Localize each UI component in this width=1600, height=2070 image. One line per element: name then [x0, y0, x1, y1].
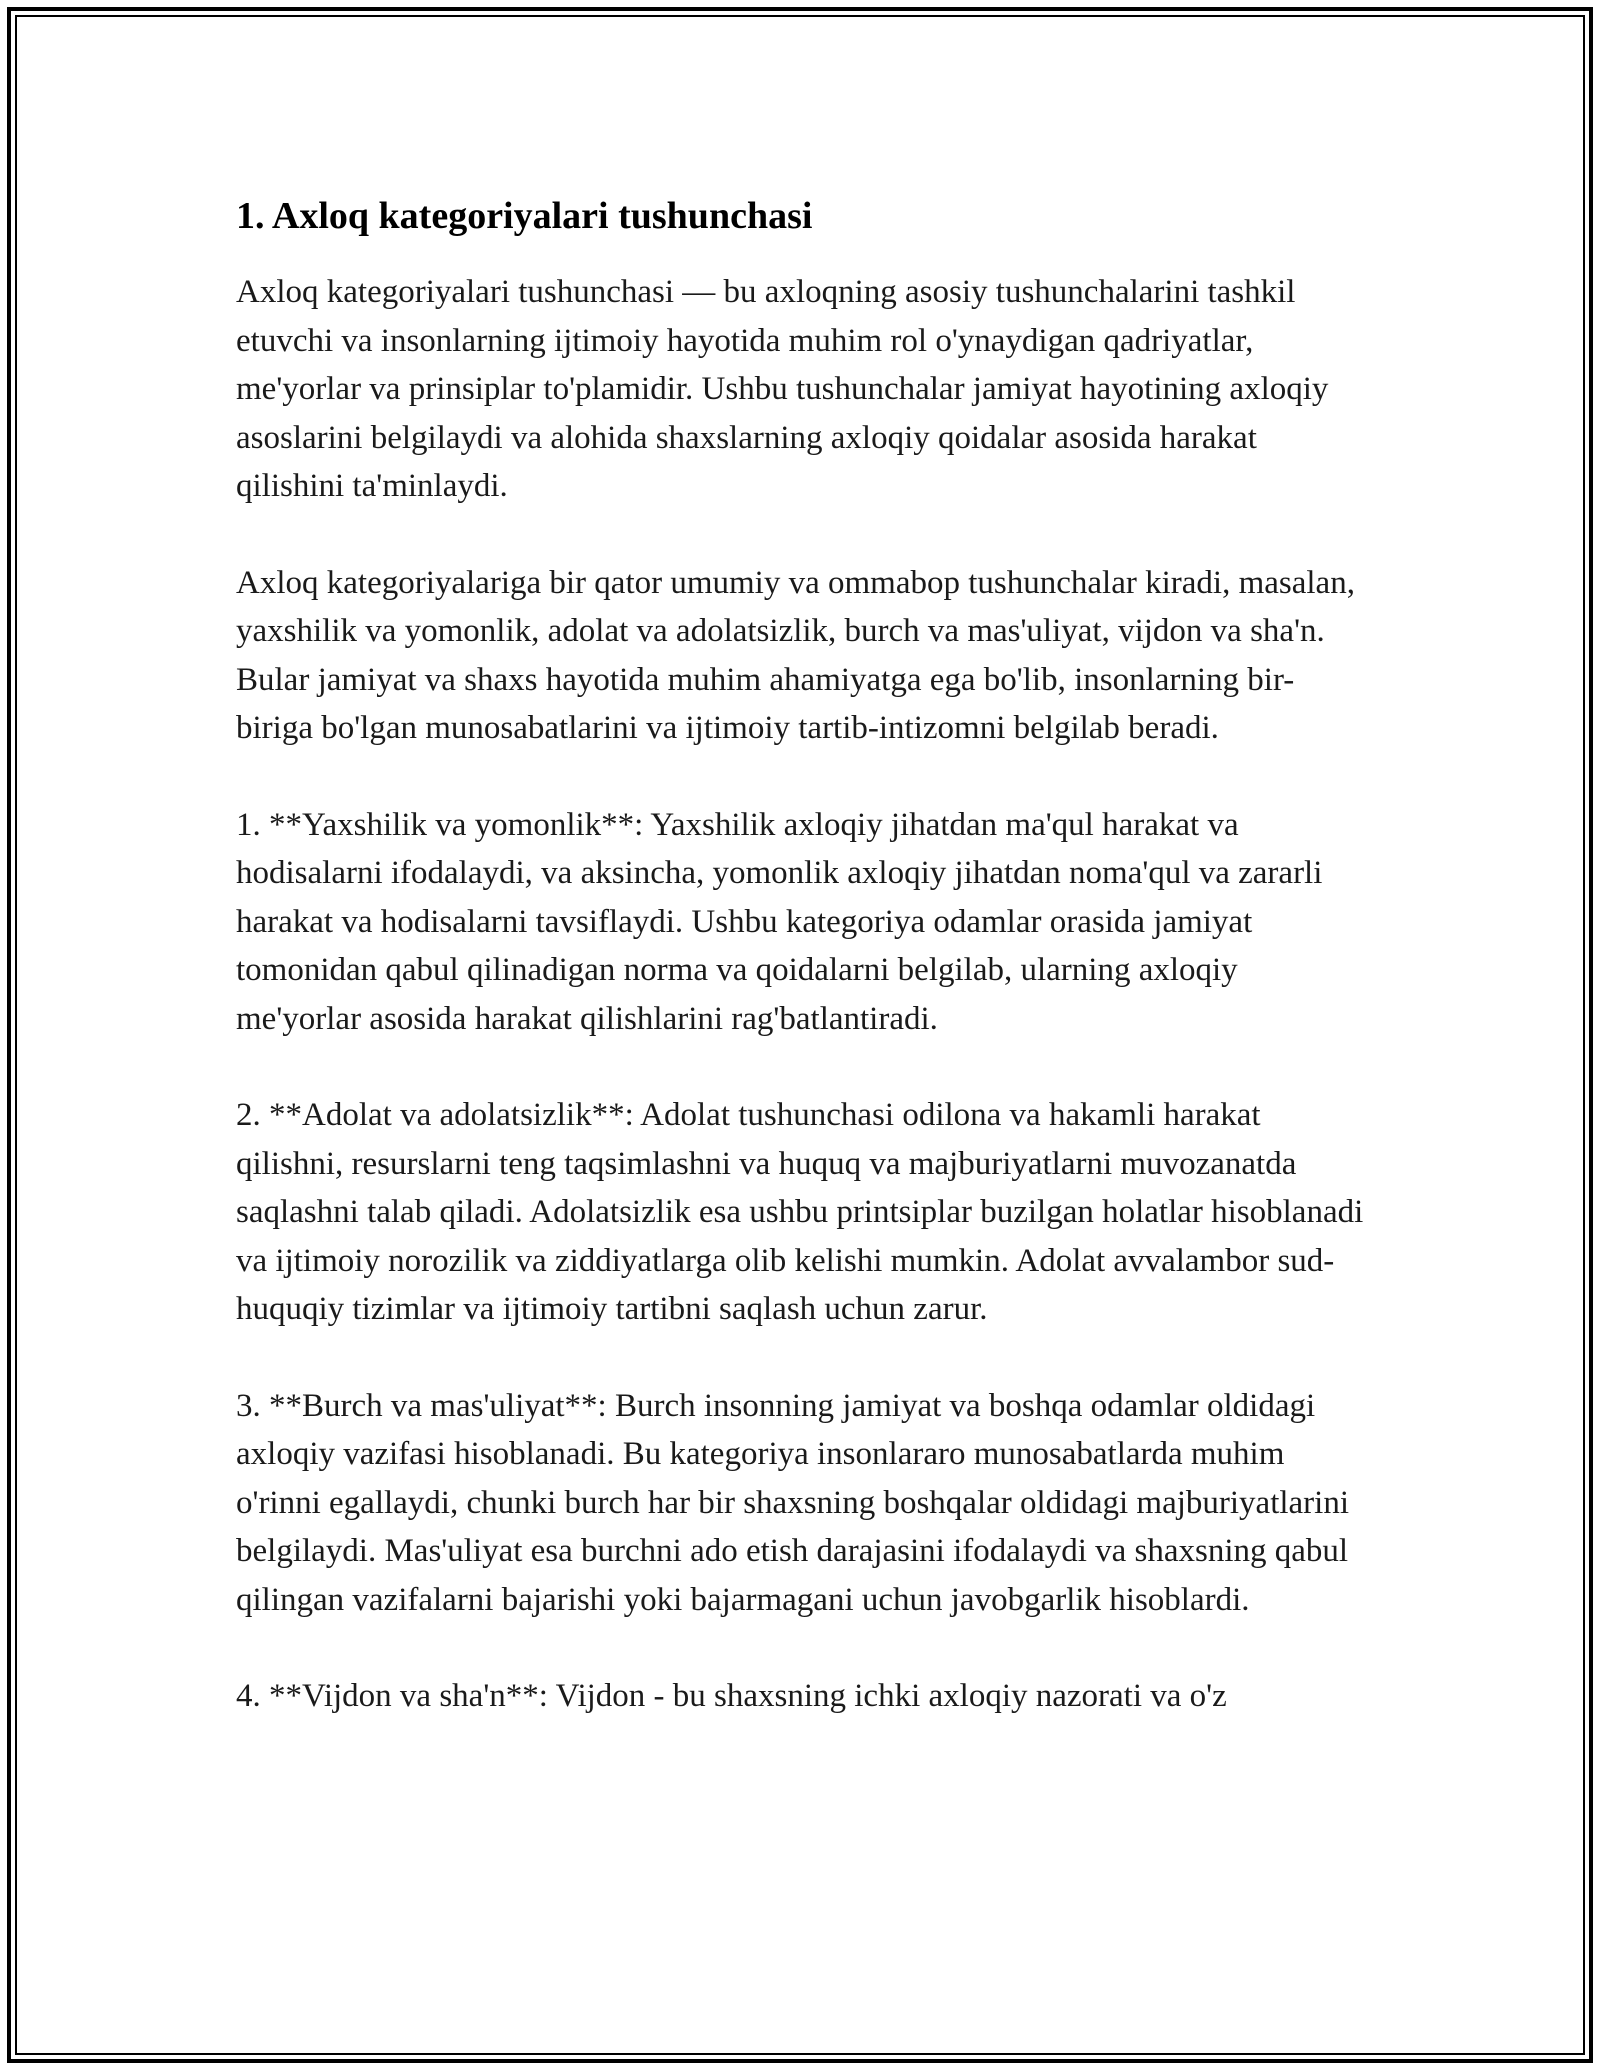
duty-responsibility-paragraph: 3. **Burch va mas'uliyat**: Burch insonning jamiyat va boshqa odamlar oldidagi axloqiy vazifasi hisoblanadi. Bu kategoriya insonlararo munosabatlarda muhim o'rinni egallaydi, chunki burch har bir shaxsning boshqalar oldidagi majburiyatlarini belgilaydi. Mas'uliyat esa burchni ado etish darajasini ifodalaydi va shaxsning qabul qilingan vazifalarni bajarishi yoki bajarmagani uchun javobgarlik hisoblardi. — [236, 1387, 1350, 1618]
categories-overview-paragraph: Axloq kategoriyalariga bir qator umumiy va ommabop tushunchalar kiradi, masalan, yaxshilik va yomonlik, adolat va adolatsizlik, burch va mas'uliyat, vijdon va sha'n. Bular jamiyat va shaxs hayotida muhim ahamiyatga ega bo'lib, insonlarning bir-biriga bo'lgan munosabatlarini va ijtimoiy tartib-intizomni belgilab beradi. — [236, 564, 1355, 746]
conscience-honor-paragraph: 4. **Vijdon va sha'n**: Vijdon - bu shaxsning ichki axloqiy nazorati va o'z — [236, 1678, 1227, 1714]
document-title: 1. Axloq kategoriyalari tushunchasi — [236, 195, 813, 237]
document-body — [236, 192, 1366, 1721]
good-and-evil-paragraph: 1. **Yaxshilik va yomonlik**: Yaxshilik axloqiy jihatdan ma'qul harakat va hodisalarni ifodalaydi, va aksincha, yomonlik axloqiy jihatdan noma'qul va zararli harakat va hodisalarni tavsiflaydi. Ushbu kategoriya odamlar orasida jamiyat tomonidan qabul qilinadigan norma va qoidalarni belgilab, ularning axloqiy me'yorlar asosida harakat qilishlarini rag'batlantiradi. — [236, 806, 1323, 1037]
intro-paragraph: Axloq kategoriyalari tushunchasi — bu axloqning asosiy tushunchalarini tashkil etuvchi va insonlarning ijtimoiy hayotida muhim rol o'ynaydigan qadriyatlar, me'yorlar va prinsiplar to'plamidir. Ushbu tushunchalar jamiyat hayotining axloqiy asoslarini belgilaydi va alohida shaxslarning axloqiy qoidalar asosida harakat qilishini ta'minlaydi. — [236, 274, 1329, 504]
justice-paragraph: 2. **Adolat va adolatsizlik**: Adolat tushunchasi odilona va hakamli harakat qilishni, resurslarni teng taqsimlashni va huquq va majburiyatlarni muvozanatda saqlashni talab qiladi. Adolatsizlik esa ushbu printsiplar buzilgan holatlar hisoblanadi va ijtimoiy norozilik va ziddiyatlarga olib kelishi mumkin. Adolat avvalambor sud-huquqiy tizimlar va ijtimoiy tartibni saqlash uchun zarur. — [236, 1097, 1364, 1327]
